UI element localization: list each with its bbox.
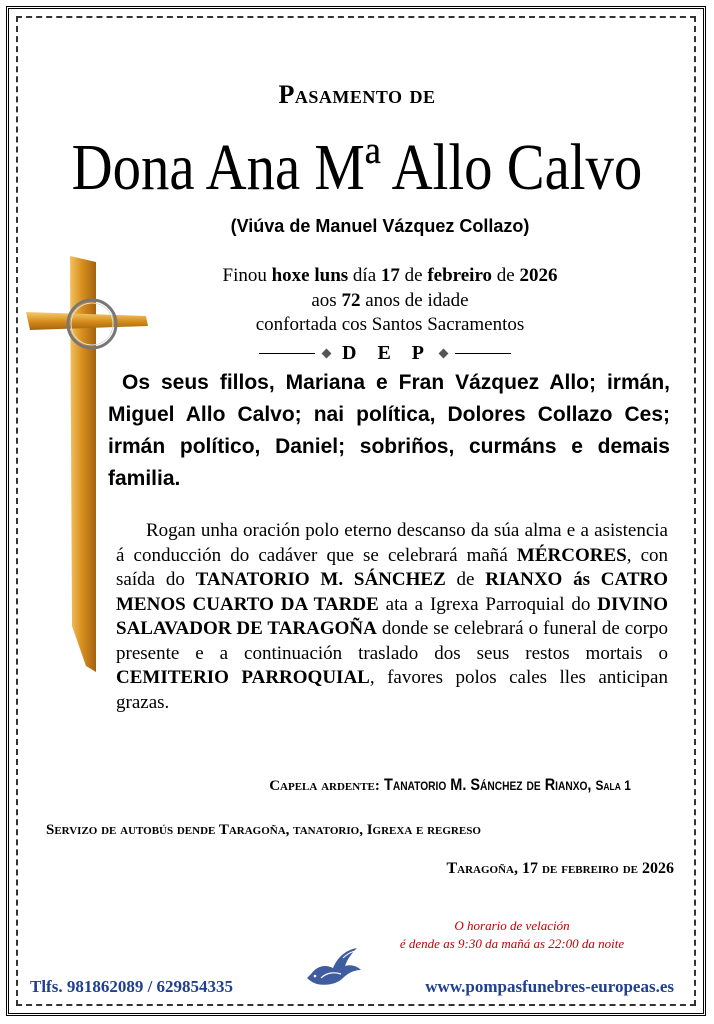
capela-sala: Sala 1 bbox=[595, 777, 631, 793]
died-line-1 bbox=[100, 264, 680, 288]
capela-label: Capela ardente: bbox=[269, 778, 380, 794]
diamond-icon bbox=[439, 348, 449, 358]
wake-hours bbox=[362, 917, 662, 953]
died-text: día bbox=[348, 265, 381, 286]
capela-place bbox=[384, 775, 631, 795]
age-text: aos bbox=[311, 290, 342, 311]
died-year: 2026 bbox=[519, 265, 558, 286]
died-text: de bbox=[492, 265, 520, 286]
ceremony-text: de bbox=[445, 569, 486, 590]
died-line-3: confortada cos Santos Sacramentos bbox=[255, 314, 525, 335]
ceremony-text: , favores polos cales lles anticipan grazas. bbox=[116, 667, 668, 713]
place-date-line: Taragoña, 17 de febreiro de 2026 bbox=[446, 860, 674, 877]
ceremony-text: , con saída do bbox=[116, 544, 669, 590]
diamond-icon bbox=[322, 348, 332, 358]
dep-label: D E P bbox=[342, 341, 432, 364]
capela-line bbox=[269, 775, 674, 795]
died-date-number: 17 bbox=[380, 265, 400, 286]
ceremony-church: DIVINO SALAVADOR DE TARAGOÑA bbox=[116, 593, 668, 639]
ceremony-cemetery: CEMITERIO PARROQUIAL bbox=[116, 667, 370, 688]
ceremony-tanatorio: TANATORIO M. SÁNCHEZ bbox=[195, 569, 446, 590]
ceremony-text: Rogan unha oración polo eterno descanso da súa alma e a asistencia á conducción do cadáver que se celebrará mañá bbox=[116, 520, 668, 566]
dep-rule-left bbox=[259, 353, 315, 354]
bus-service-line: Servizo de autobús dende Taragoña, tanatorio, Igrexa e regreso bbox=[46, 822, 481, 838]
cross-icon bbox=[26, 256, 150, 676]
phone-numbers: Tlfs. 981862089 / 629854335 bbox=[30, 977, 234, 996]
dove-icon bbox=[303, 944, 363, 994]
wake-hours-line-1: O horario de velación bbox=[454, 918, 570, 933]
dep-row bbox=[240, 341, 530, 365]
ceremony-text: ata a Igrexa Parroquial do bbox=[378, 593, 598, 615]
ceremony-paragraph bbox=[116, 519, 668, 715]
deceased-name: Dona Ana Mª Allo Calvo bbox=[71, 131, 643, 204]
age-number: 72 bbox=[341, 290, 361, 311]
dep-rule-right bbox=[455, 353, 511, 354]
died-line-2 bbox=[100, 289, 680, 313]
website-link[interactable]: www.pompasfunebres-europeas.es bbox=[425, 977, 674, 996]
family-paragraph: Os seus fillos, Mariana e Fran Vázquez Allo; irmán, Miguel Allo Calvo; nai política, Dolores Collazo Ces; irmán político, Daniel; sobriños, curmáns e demais familia. bbox=[108, 371, 670, 490]
widow-line: (Viúva de Manuel Vázquez Collazo) bbox=[230, 216, 530, 236]
wake-hours-line-2: é dende as 9:30 da mañá as 22:00 da noite bbox=[399, 936, 625, 951]
ceremony-time: RIANXO ás CATRO MENOS CUARTO DA TARDE bbox=[116, 569, 668, 615]
died-text: de bbox=[399, 265, 428, 286]
age-text: anos de idade bbox=[360, 290, 469, 311]
capela-place-text: Tanatorio M. Sánchez de Rianxo, bbox=[383, 775, 592, 794]
ceremony-text: donde se celebrará o funeral de corpo presente e a continuación traslado dos seus restos mortais o bbox=[116, 618, 668, 664]
ceremony-day: MÉRCORES bbox=[516, 544, 627, 566]
died-month: febreiro bbox=[427, 265, 493, 286]
died-day: hoxe luns bbox=[271, 265, 349, 286]
died-text: Finou bbox=[222, 265, 272, 286]
heading: Pasamento de bbox=[278, 80, 436, 109]
